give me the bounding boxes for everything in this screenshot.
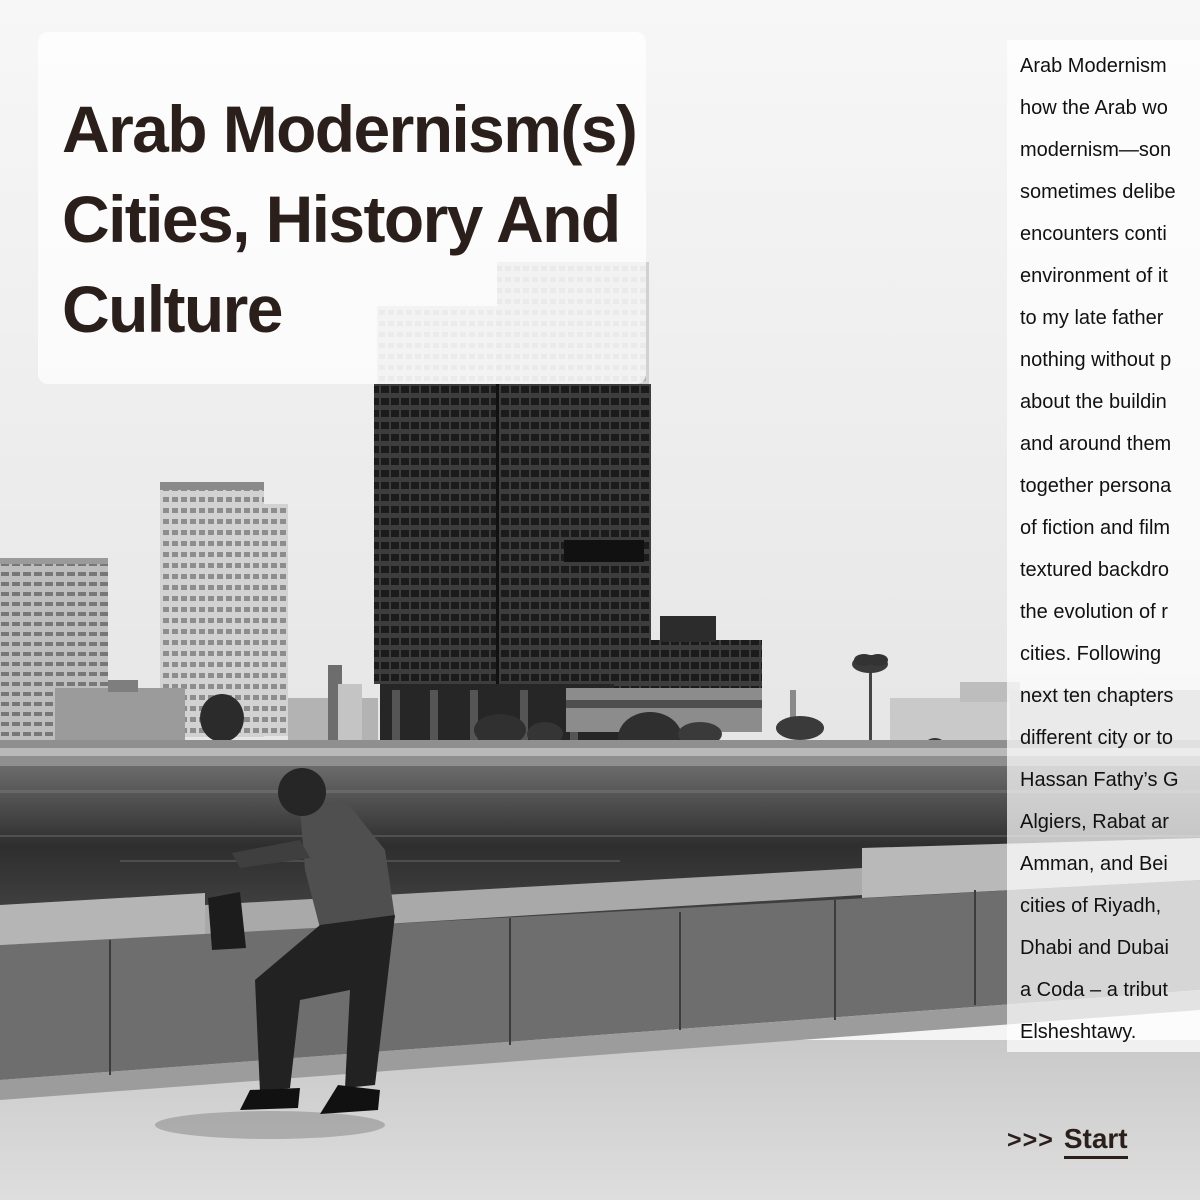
intro-line: Elsheshtawy. xyxy=(1020,1021,1137,1043)
title-line: Cities, History And xyxy=(62,182,620,256)
intro-line: different city or to xyxy=(1020,727,1174,749)
intro-line: Dhabi and Dubai xyxy=(1020,937,1169,959)
intro-line: textured backdro xyxy=(1020,559,1169,581)
intro-line: Arab Modernism xyxy=(1020,55,1167,77)
intro-line: Hassan Fathy’s G xyxy=(1020,769,1179,791)
start-link[interactable] xyxy=(1007,1118,1128,1162)
intro-line: and around them xyxy=(1020,433,1172,455)
intro-line: of fiction and film xyxy=(1020,517,1171,539)
intro-line: nothing without p xyxy=(1020,349,1172,371)
intro-line: how the Arab wo xyxy=(1020,97,1168,119)
page-title xyxy=(62,84,762,354)
intro-line: encounters conti xyxy=(1020,223,1167,245)
intro-line: environment of it xyxy=(1020,265,1168,287)
title-line: Arab Modernism(s) xyxy=(62,92,637,166)
start-label: Start xyxy=(1064,1122,1128,1159)
intro-line: sometimes delibe xyxy=(1020,181,1176,203)
intro-line: to my late father xyxy=(1020,307,1164,329)
intro-line: modernism—son xyxy=(1020,139,1172,161)
intro-line: Amman, and Bei xyxy=(1020,853,1168,875)
intro-line: cities. Following xyxy=(1020,643,1162,665)
intro-line: the evolution of r xyxy=(1020,601,1168,623)
intro-text xyxy=(1020,45,1200,1065)
intro-line: together persona xyxy=(1020,475,1172,497)
intro-line: a Coda – a tribut xyxy=(1020,979,1168,1001)
intro-line: about the buildin xyxy=(1020,391,1167,413)
intro-line: next ten chapters xyxy=(1020,685,1174,707)
title-line: Culture xyxy=(62,272,282,346)
intro-line: cities of Riyadh, xyxy=(1020,895,1162,917)
intro-line: Algiers, Rabat ar xyxy=(1020,811,1169,833)
arrows-icon: >>> xyxy=(1007,1125,1054,1154)
